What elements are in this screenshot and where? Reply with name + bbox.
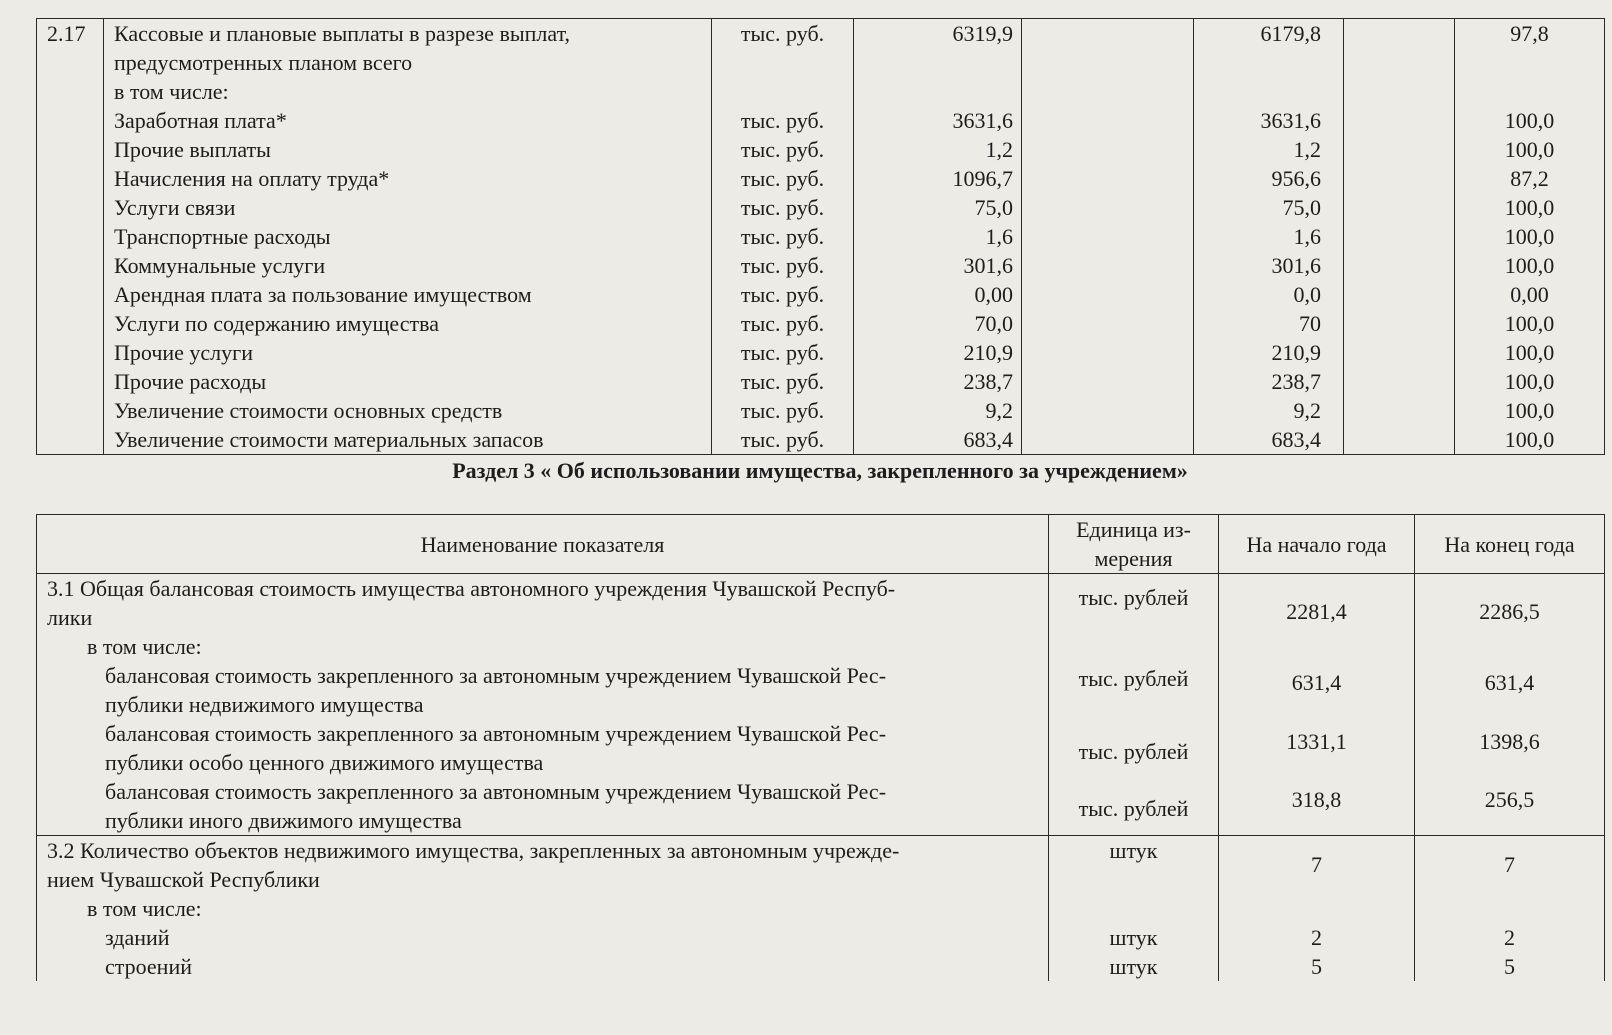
- item-percent: 0,00: [1510, 282, 1549, 307]
- item-fact: 75,0: [1282, 195, 1321, 220]
- item-plan: 1096,7: [952, 166, 1013, 191]
- item-units: [722, 106, 843, 454]
- value-cell: 2: [1504, 925, 1515, 950]
- item-plan: 3631,6: [952, 108, 1013, 133]
- item-unit: тыс. руб.: [740, 224, 825, 249]
- item-fact: 3631,6: [1260, 108, 1321, 133]
- sub-line: зданий: [105, 925, 170, 950]
- item-percent: 87,2: [1510, 166, 1549, 191]
- unit-cell: штук: [1109, 954, 1158, 979]
- item-plan: 301,6: [963, 253, 1013, 278]
- item-fact: 9,2: [1293, 398, 1321, 423]
- item-name: Арендная плата за пользование имуществом: [114, 282, 532, 307]
- row-3-2-start: [1219, 836, 1415, 982]
- percent-column: [1455, 19, 1605, 455]
- row-title-line: нием Чувашской Республики: [47, 867, 320, 892]
- value-cell: 631,4: [1484, 670, 1535, 695]
- item-percent: 100,0: [1504, 398, 1555, 423]
- percent-cell: 97,8: [1510, 21, 1549, 46]
- row-3-1-end: [1415, 574, 1605, 836]
- row-3-2-end: [1415, 836, 1605, 982]
- item-fact: 238,7: [1271, 369, 1321, 394]
- unit-cell: тыс. руб.: [740, 21, 825, 46]
- item-name: Услуги по содержанию имущества: [114, 311, 439, 336]
- item-unit: тыс. руб.: [740, 369, 825, 394]
- item-fact: 1,2: [1293, 137, 1321, 162]
- item-fact: 956,6: [1271, 166, 1321, 191]
- header-end: На конец года: [1415, 515, 1605, 574]
- item-name: Заработная плата*: [114, 108, 287, 133]
- item-percent: 100,0: [1504, 311, 1555, 336]
- item-name: Прочие услуги: [114, 340, 253, 365]
- value-cell: 318,8: [1291, 787, 1342, 812]
- item-unit: тыс. руб.: [740, 195, 825, 220]
- item-percent: 100,0: [1504, 340, 1555, 365]
- row-3-2-units: [1049, 836, 1219, 982]
- blank-column: [1022, 19, 1194, 455]
- row-title-line: лики: [47, 605, 93, 630]
- item-plan: 1,2: [985, 137, 1013, 162]
- item-name: Увеличение стоимости материальных запасов: [114, 427, 544, 452]
- section-title: Раздел 3 « Об использовании имущества, закрепленного за учреждением»: [452, 458, 1188, 483]
- header-name: Наименование показателя: [37, 515, 1049, 574]
- fact-column: [1194, 19, 1344, 455]
- table-header-row: [37, 515, 1605, 574]
- unit-cell: тыс. рублей: [1078, 739, 1189, 764]
- item-fact: 0,0: [1293, 282, 1321, 307]
- table-row-3-1: [37, 574, 1605, 836]
- value-cell: 1398,6: [1479, 729, 1540, 754]
- item-plans: [864, 106, 1013, 454]
- row-title-line: в том числе:: [114, 79, 229, 104]
- item-plan: 238,7: [963, 369, 1013, 394]
- unit-cell: штук: [1109, 925, 1158, 950]
- item-plan: 70,0: [974, 311, 1013, 336]
- header-unit: [1049, 515, 1219, 574]
- item-percent: 100,0: [1504, 195, 1555, 220]
- item-percent: 100,0: [1504, 253, 1555, 278]
- item-unit: тыс. руб.: [740, 427, 825, 452]
- item-name: Услуги связи: [114, 195, 236, 220]
- sub-line: публики особо ценного движимого имущества: [105, 750, 544, 775]
- item-percent: 100,0: [1504, 369, 1555, 394]
- item-unit: тыс. руб.: [740, 137, 825, 162]
- item-percent: 100,0: [1504, 108, 1555, 133]
- row-title-line: 3.1 Общая балансовая стоимость имущества автономного учреждения Чувашской Респуб-: [47, 576, 896, 601]
- item-plan: 75,0: [974, 195, 1013, 220]
- unit-cell: тыс. рублей: [1078, 666, 1189, 691]
- value-cell: 256,5: [1484, 787, 1535, 812]
- sub-line: публики недвижимого имущества: [105, 692, 424, 717]
- sub-line: строений: [105, 954, 193, 979]
- row-title-line: предусмотренных планом всего: [114, 50, 413, 75]
- item-plan: 0,00: [974, 282, 1013, 307]
- item-fact: 1,6: [1293, 224, 1321, 249]
- row-3-1-name: [37, 574, 1049, 836]
- unit-cell: тыс. рублей: [1078, 796, 1189, 821]
- row-title: [104, 19, 712, 455]
- item-name: Коммунальные услуги: [114, 253, 326, 278]
- sub-line: публики иного движимого имущества: [105, 808, 462, 833]
- item-names: [114, 106, 701, 454]
- header-unit-line: мерения: [1094, 546, 1173, 571]
- value-cell: 5: [1504, 954, 1515, 979]
- item-pcts: [1465, 106, 1594, 454]
- item-plan: 683,4: [963, 427, 1013, 452]
- item-name: Прочие расходы: [114, 369, 267, 394]
- unit-cell: тыс. рублей: [1078, 585, 1189, 610]
- value-cell: 2281,4: [1286, 599, 1347, 624]
- item-plan: 1,6: [985, 224, 1013, 249]
- fact-cell: 6179,8: [1260, 21, 1321, 46]
- item-percent: 100,0: [1504, 427, 1555, 452]
- row-3-1-units: [1049, 574, 1219, 836]
- payments-table: [36, 18, 1605, 455]
- row-3-1-start: [1219, 574, 1415, 836]
- item-fact: 210,9: [1271, 340, 1321, 365]
- table-row-3-2: [37, 836, 1605, 982]
- including-label: в том числе:: [87, 634, 202, 659]
- value-cell: 7: [1504, 852, 1515, 877]
- item-fact: 301,6: [1271, 253, 1321, 278]
- item-unit: тыс. руб.: [740, 340, 825, 365]
- header-start: На начало года: [1219, 515, 1415, 574]
- plan-cell: 6319,9: [952, 21, 1013, 46]
- item-unit: тыс. руб.: [740, 311, 825, 336]
- header-unit-line: Единица из-: [1076, 517, 1191, 542]
- unit-cell: штук: [1109, 838, 1158, 863]
- item-fact: 683,4: [1271, 427, 1321, 452]
- row-3-2-name: [37, 836, 1049, 982]
- item-name: Начисления на оплату труда*: [114, 166, 390, 191]
- item-name: Прочие выплаты: [114, 137, 271, 162]
- item-plan: 210,9: [963, 340, 1013, 365]
- item-unit: тыс. руб.: [740, 253, 825, 278]
- value-cell: 1331,1: [1286, 729, 1347, 754]
- sub-line: балансовая стоимость закрепленного за автономным учреждением Чувашской Рес-: [105, 779, 887, 804]
- value-cell: 2286,5: [1479, 599, 1540, 624]
- blank-column: [1344, 19, 1455, 455]
- item-unit: тыс. руб.: [740, 166, 825, 191]
- sub-line: балансовая стоимость закрепленного за автономным учреждением Чувашской Рес-: [105, 663, 887, 688]
- value-cell: 631,4: [1291, 670, 1342, 695]
- row-title-line: 3.2 Количество объектов недвижимого имущества, закрепленных за автономным учрежде-: [47, 838, 900, 863]
- sub-line: балансовая стоимость закрепленного за автономным учреждением Чувашской Рес-: [105, 721, 887, 746]
- including-label: в том числе:: [87, 896, 202, 921]
- row-number: 2.17: [37, 19, 104, 455]
- item-facts: [1204, 106, 1321, 454]
- value-cell: 7: [1311, 852, 1322, 877]
- item-unit: тыс. руб.: [740, 398, 825, 423]
- item-name: Транспортные расходы: [114, 224, 331, 249]
- row-title-line: Кассовые и плановые выплаты в разрезе выплат,: [114, 21, 571, 46]
- value-cell: 5: [1311, 954, 1322, 979]
- item-name: Увеличение стоимости основных средств: [114, 398, 503, 423]
- item-plan: 9,2: [985, 398, 1013, 423]
- unit-column: [712, 19, 854, 455]
- value-cell: 2: [1311, 925, 1322, 950]
- plan-column: [854, 19, 1022, 455]
- table-row: [37, 19, 1605, 455]
- item-unit: тыс. руб.: [740, 282, 825, 307]
- item-fact: 70: [1299, 311, 1321, 336]
- property-table: [36, 514, 1605, 981]
- item-percent: 100,0: [1504, 137, 1555, 162]
- item-unit: тыс. руб.: [740, 108, 825, 133]
- item-percent: 100,0: [1504, 224, 1555, 249]
